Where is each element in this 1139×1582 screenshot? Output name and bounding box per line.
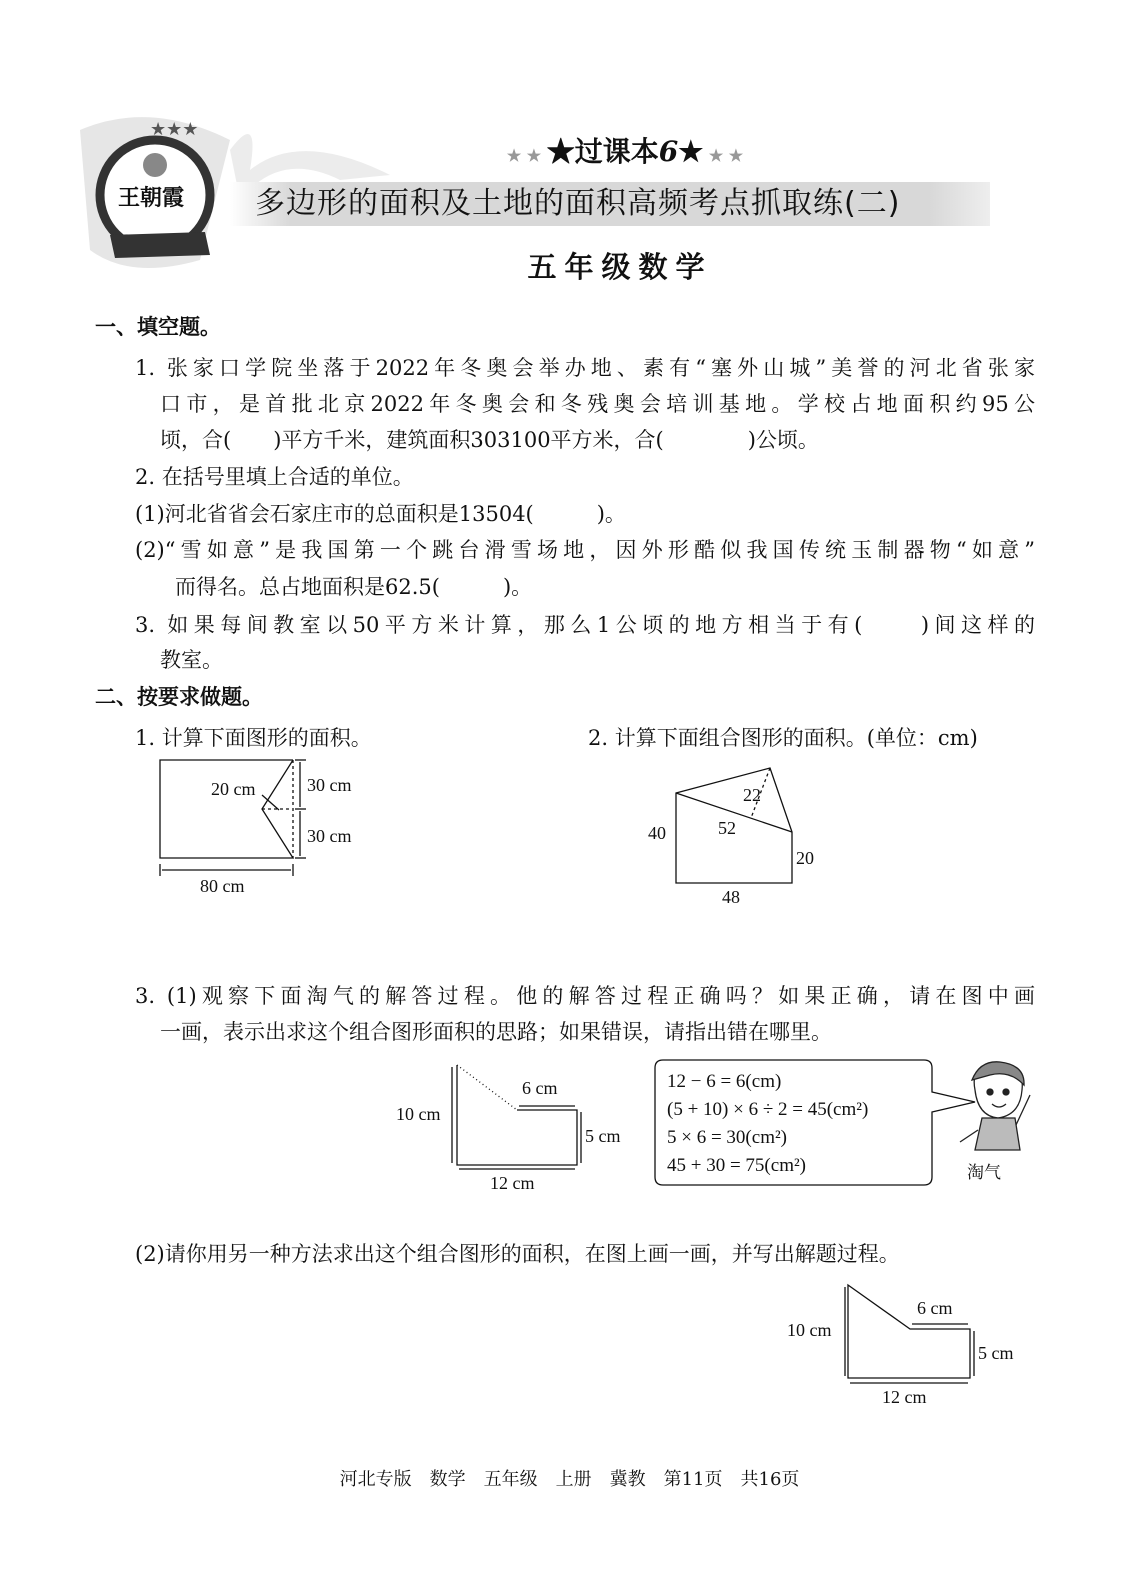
question-text: (2)请你用另一种方法求出这个组合图形的面积，在图上画一画，并写出解题过程。 [135,1242,900,1266]
question-text: 而得名。总占地面积是62.5( )。 [175,575,533,599]
solution-line: 5 × 6 = 30(cm²) [667,1127,787,1148]
solution-line: 12 − 6 = 6(cm) [667,1071,782,1092]
question-text: (1)河北省省会石家庄市的总面积是13504( )。 [135,502,626,526]
svg-text:★★★: ★★★ [150,119,199,139]
label-6cm: 6 cm [522,1078,558,1098]
taoqi-cartoon-icon [960,1062,1030,1150]
section-heading: 一、填空题。 [95,315,221,339]
label-5cm: 5 cm [978,1343,1014,1363]
label-48: 48 [722,887,740,907]
label-20: 20 [796,848,814,868]
question-text: 口市，是首批北京2022年冬奥会和冬残奥会培训基地。学校占地面积约95公 [160,392,1035,416]
question-text: 1. 计算下面图形的面积。 [135,726,372,750]
figure-taoqi [452,1065,581,1169]
question-text: 3. (1)观察下面淘气的解答过程。他的解答过程正确吗？如果正确，请在图中画 [135,984,1035,1008]
label-22: 22 [743,785,761,805]
label-30cm-top: 30 cm [307,775,352,795]
label-12cm: 12 cm [490,1173,535,1193]
question-text: (2)“雪如意”是我国第一个跳台滑雪场地，因外形酷似我国传统玉制器物“如意” [135,538,1035,562]
label-80cm: 80 cm [200,876,245,896]
label-5cm: 5 cm [585,1126,621,1146]
label-12cm: 12 cm [882,1387,927,1407]
question-text: 3. 如果每间教室以50平方米计算，那么1公顷的地方相当于有( )间这样的 [135,613,1035,637]
grade-subject: 五年级数学 [527,250,713,284]
character-name: 淘气 [967,1163,1001,1183]
solution-line: 45 + 30 = 75(cm²) [667,1155,806,1176]
label-10cm: 10 cm [787,1320,832,1340]
label-10cm: 10 cm [396,1104,441,1124]
figure-answer[interactable] [845,1285,974,1383]
figure-rectangle-notch [160,760,306,876]
question-text: 2. 在括号里填上合适的单位。 [135,465,414,489]
page-title: 多边形的面积及土地的面积高频考点抓取练(二) [255,186,901,221]
section-heading: 二、按要求做题。 [95,685,263,709]
label-52: 52 [718,818,736,838]
course-label: ★ ★ ★过课本6★ ★ ★ [506,135,744,168]
label-20cm: 20 cm [211,779,256,799]
logo-text: 王朝霞 [118,185,185,210]
page-footer: 河北专版 数学 五年级 上册 冀教 第11页 共16页 [339,1469,800,1490]
question-text: 2. 计算下面组合图形的面积。(单位：cm) [588,726,978,750]
label-40: 40 [648,823,666,843]
solution-line: (5 + 10) × 6 ÷ 2 = 45(cm²) [667,1099,869,1120]
question-text: 顷，合( )平方千米，建筑面积303100平方米，合( )公顷。 [160,428,819,452]
question-text: 教室。 [160,648,223,672]
label-6cm: 6 cm [917,1298,953,1318]
question-text: 1. 张家口学院坐落于2022年冬奥会举办地、素有“塞外山城”美誉的河北省张家 [135,356,1035,380]
label-30cm-bottom: 30 cm [307,826,352,846]
question-text: 一画，表示出求这个组合图形面积的思路；如果错误，请指出错在哪里。 [160,1020,832,1044]
